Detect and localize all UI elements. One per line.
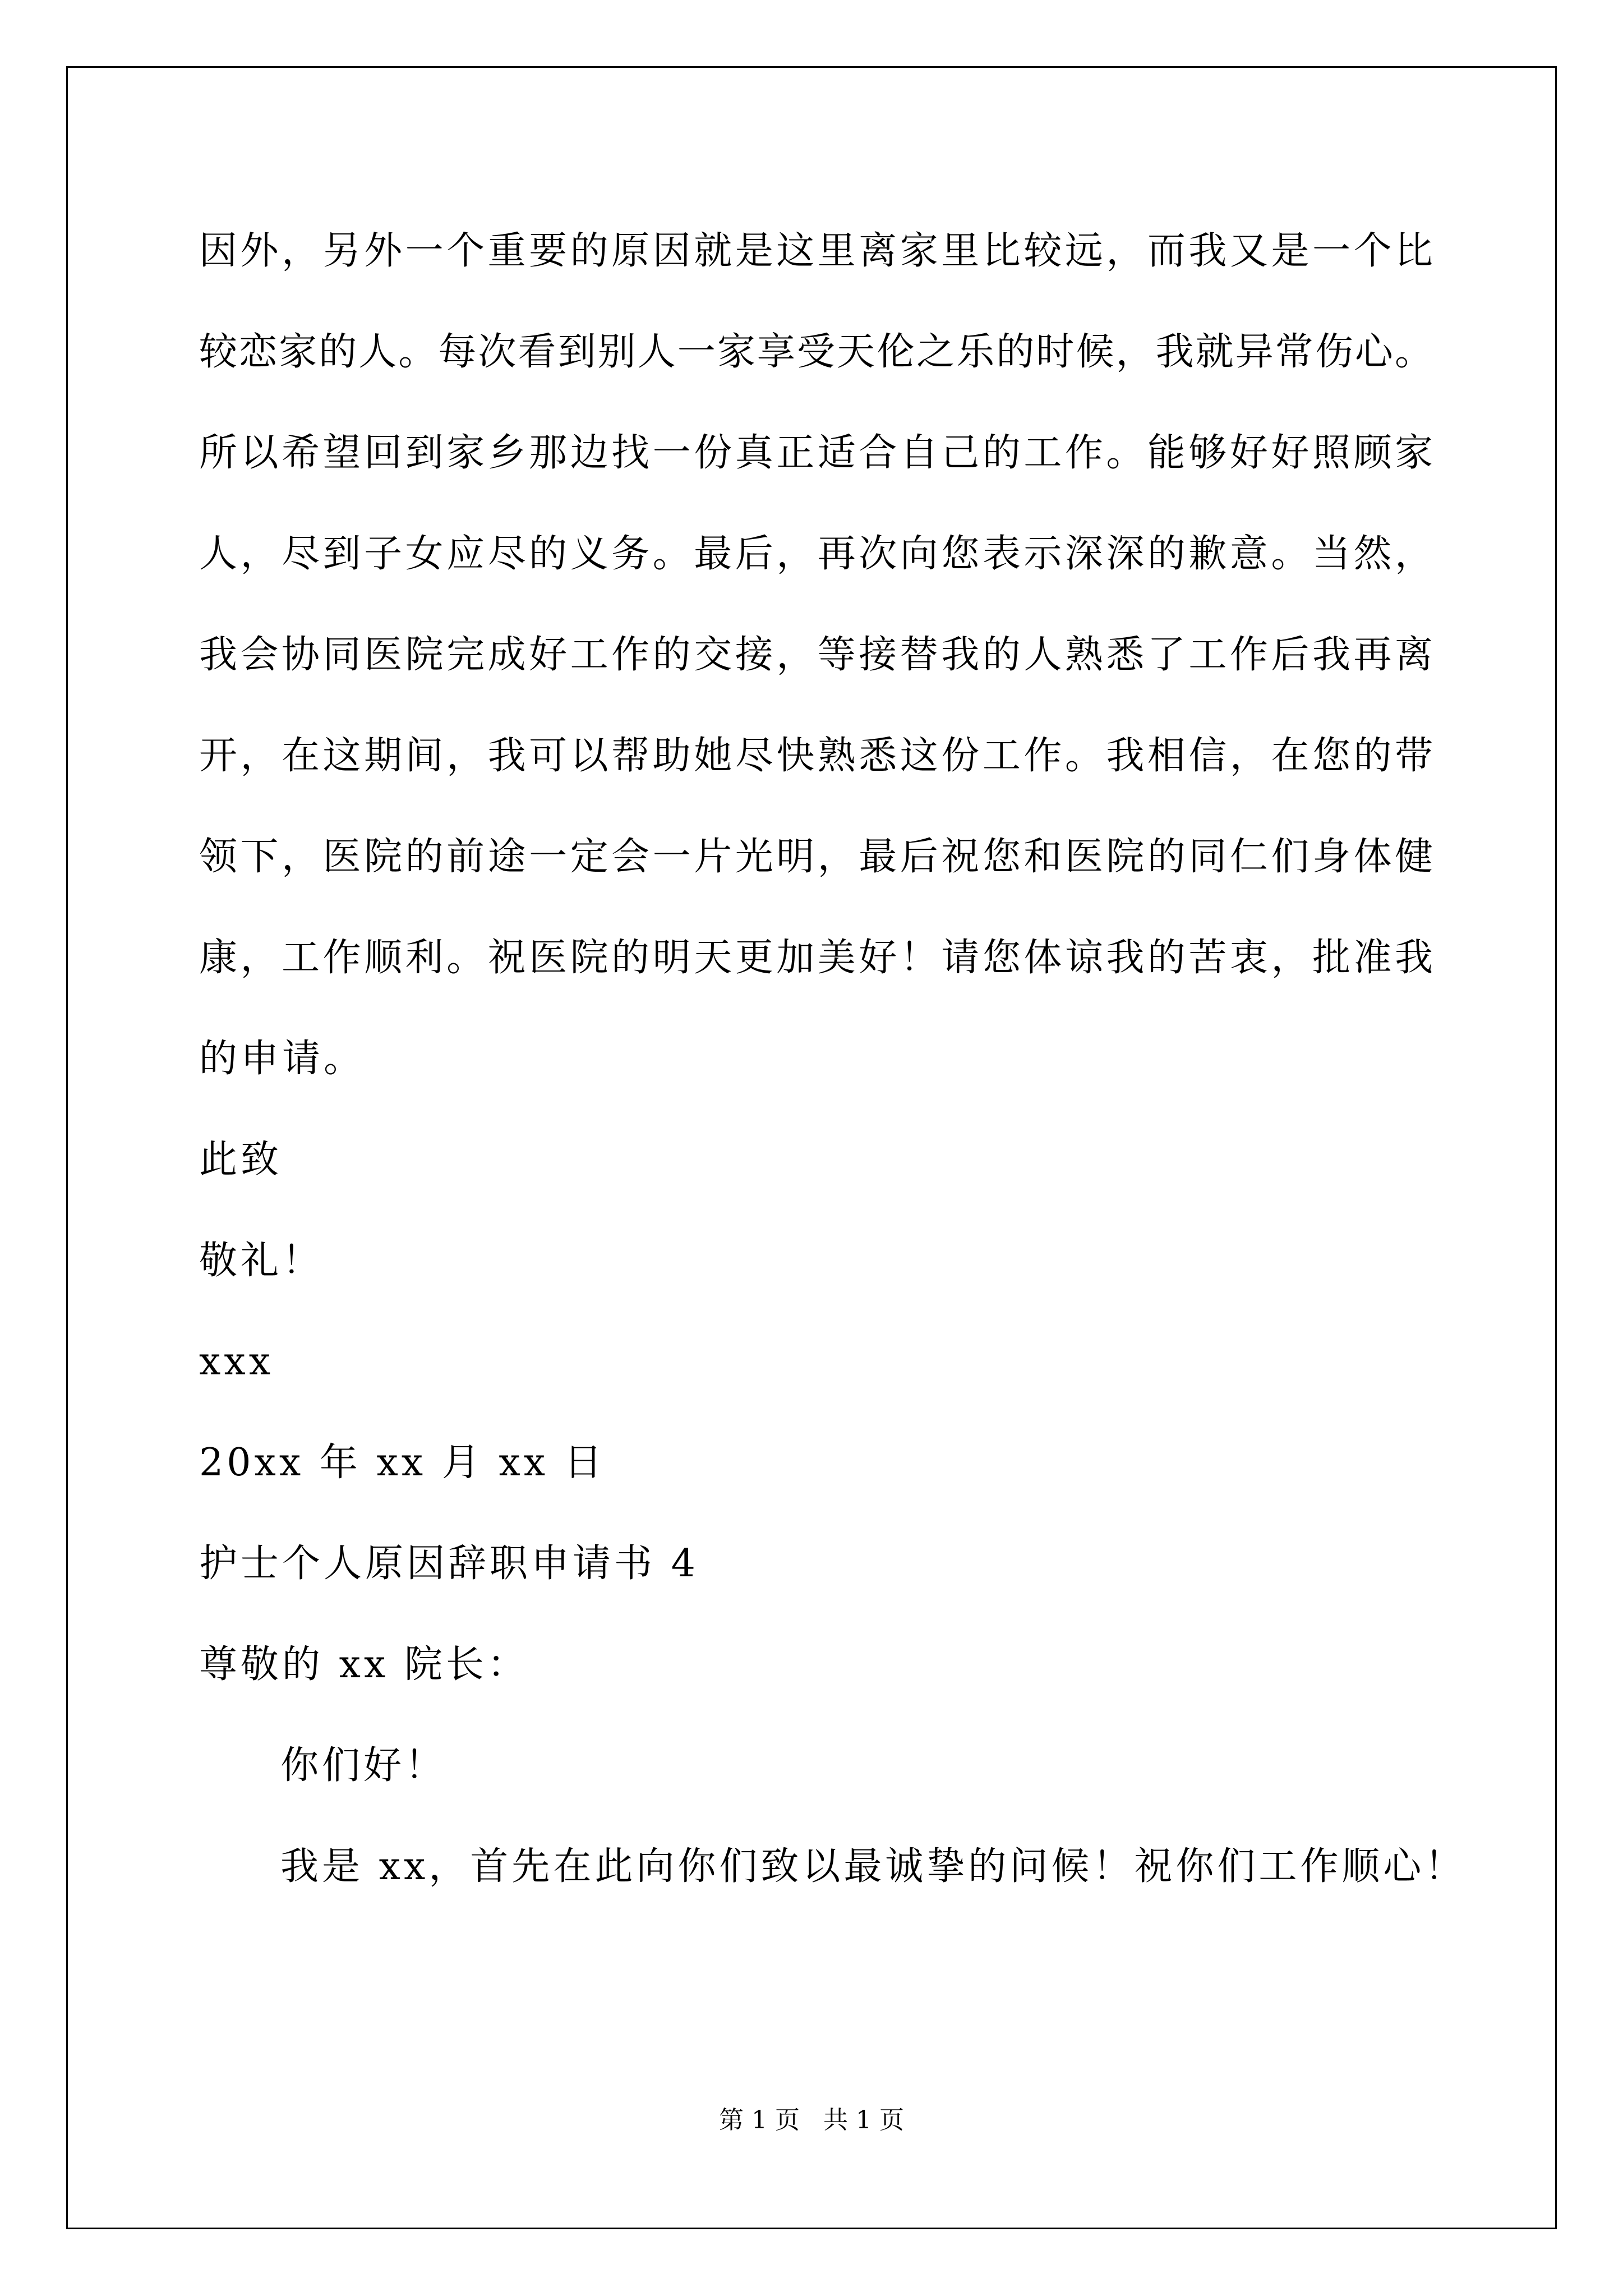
paragraph-line-2: 较恋家的人。每次看到别人一家享受天伦之乐的时候，我就异常伤心。	[199, 330, 1433, 374]
paragraph-line-3: 所以希望回到家乡那边找一份真正适合自己的工作。能够好好照顾家	[199, 431, 1433, 475]
paragraph-line-4: 人，尽到子女应尽的义务。最后，再次向您表示深深的歉意。当然，	[199, 532, 1433, 576]
closing-regards: 敬礼！	[199, 1239, 324, 1283]
paragraph-line-1: 因外，另外一个重要的原因就是这里离家里比较远，而我又是一个比	[199, 229, 1433, 273]
paragraph-line-5: 我会协同医院完成好工作的交接，等接替我的人熟悉了工作后我再离	[199, 633, 1433, 677]
signature-name: xxx	[199, 1340, 274, 1384]
page-border	[66, 66, 1557, 2229]
page-footer: 第 1 页 共 1 页	[719, 2106, 904, 2134]
letter-opening-line: 我是 xx，首先在此向你们致以最诚挚的问候！祝你们工作顺心！	[280, 1844, 1467, 1889]
paragraph-line-9: 的申请。	[199, 1037, 366, 1081]
paragraph-line-8: 康，工作顺利。祝医院的明天更加美好！请您体谅我的苦衷，批准我	[199, 936, 1433, 980]
closing-salutation: 此致	[199, 1138, 283, 1182]
signature-date: 20xx 年 xx 月 xx 日	[199, 1441, 606, 1485]
paragraph-line-7: 领下，医院的前途一定会一片光明，最后祝您和医院的同仁们身体健	[199, 835, 1433, 879]
letter-greeting: 你们好！	[280, 1743, 447, 1788]
letter-addressee: 尊敬的 xx 院长：	[199, 1642, 529, 1687]
section-title: 护士个人原因辞职申请书 4	[199, 1542, 699, 1586]
paragraph-line-6: 开，在这期间，我可以帮助她尽快熟悉这份工作。我相信，在您的带	[199, 734, 1433, 778]
